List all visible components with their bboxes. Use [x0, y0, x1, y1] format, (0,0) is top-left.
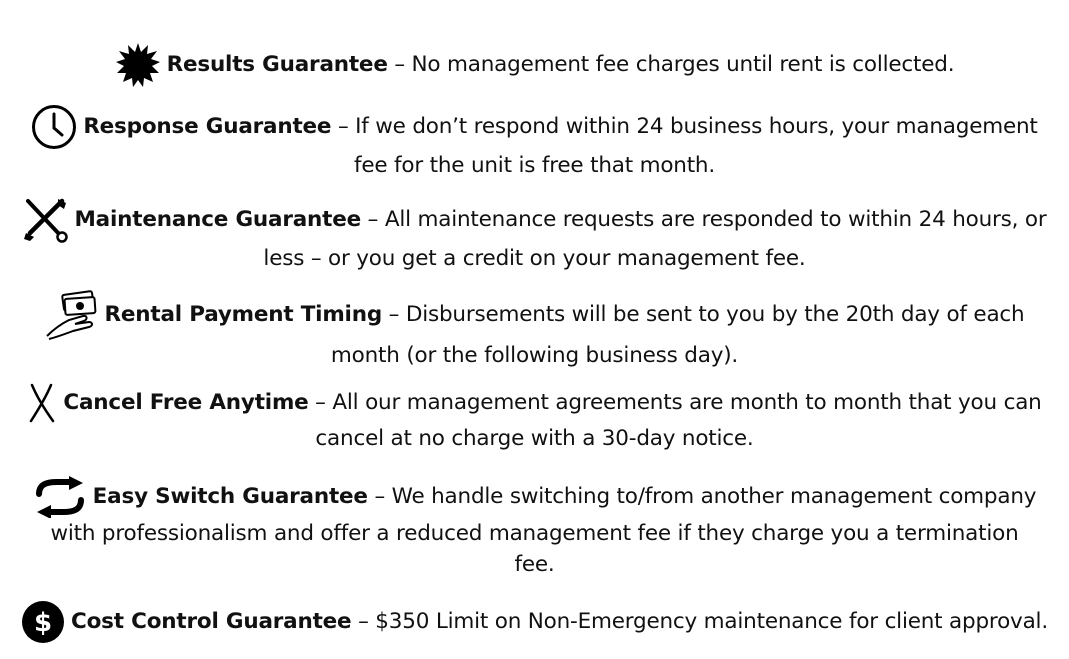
item-title: Rental Payment Timing: [104, 302, 383, 327]
item-title: Response Guarantee: [83, 114, 332, 139]
item-title: Cancel Free Anytime: [63, 390, 309, 415]
guarantee-item-response: [0, 104, 1069, 181]
guarantee-item-maintenance: [0, 197, 1069, 274]
item-title: Cost Control Guarantee: [71, 609, 352, 634]
switch-arrows-icon: [33, 476, 87, 518]
item-text: Disbursements will be sent to you by the 20th day of each month (or the following business day).: [330, 302, 1025, 368]
item-title: Results Guarantee: [166, 52, 388, 77]
item-text: No management fee charges until rent is collected.: [411, 52, 955, 77]
scissors-icon: [27, 383, 57, 423]
item-separator: –: [382, 302, 406, 327]
item-text: All our management agreements are month to month that you can cancel at no charge with a 30-day notice.: [315, 390, 1042, 451]
guarantee-item-switch: [0, 476, 1069, 580]
starburst-icon: [115, 42, 161, 88]
hand-money-icon: [45, 290, 99, 340]
item-title: Easy Switch Guarantee: [92, 484, 368, 509]
guarantee-item-cost: [0, 600, 1069, 644]
item-separator: –: [367, 484, 392, 509]
clock-icon: [31, 104, 77, 150]
item-separator: –: [387, 52, 412, 77]
item-title: Maintenance Guarantee: [74, 207, 361, 232]
svg-text:$: $: [34, 608, 52, 638]
guarantee-item-cancel: [0, 383, 1069, 454]
item-text: $350 Limit on Non-Emergency maintenance for client approval.: [375, 609, 1048, 634]
guarantee-item-results: [0, 42, 1069, 88]
item-text: If we don’t respond within 24 business hours, your management fee for the unit is free that month.: [353, 114, 1038, 178]
item-separator: –: [308, 390, 333, 415]
guarantee-item-payment: [0, 290, 1069, 371]
item-separator: –: [351, 609, 376, 634]
dollar-icon: [21, 600, 65, 644]
item-separator: –: [360, 207, 385, 232]
item-separator: –: [331, 114, 356, 139]
tools-icon: [22, 197, 68, 243]
item-text: All maintenance requests are responded to within 24 hours, or less – or you get a credit on your management fee.: [263, 207, 1047, 271]
item-text: We handle switching to/from another management company with professionalism and offer a reduced management fee if they charge you a termination fee.: [50, 484, 1037, 577]
